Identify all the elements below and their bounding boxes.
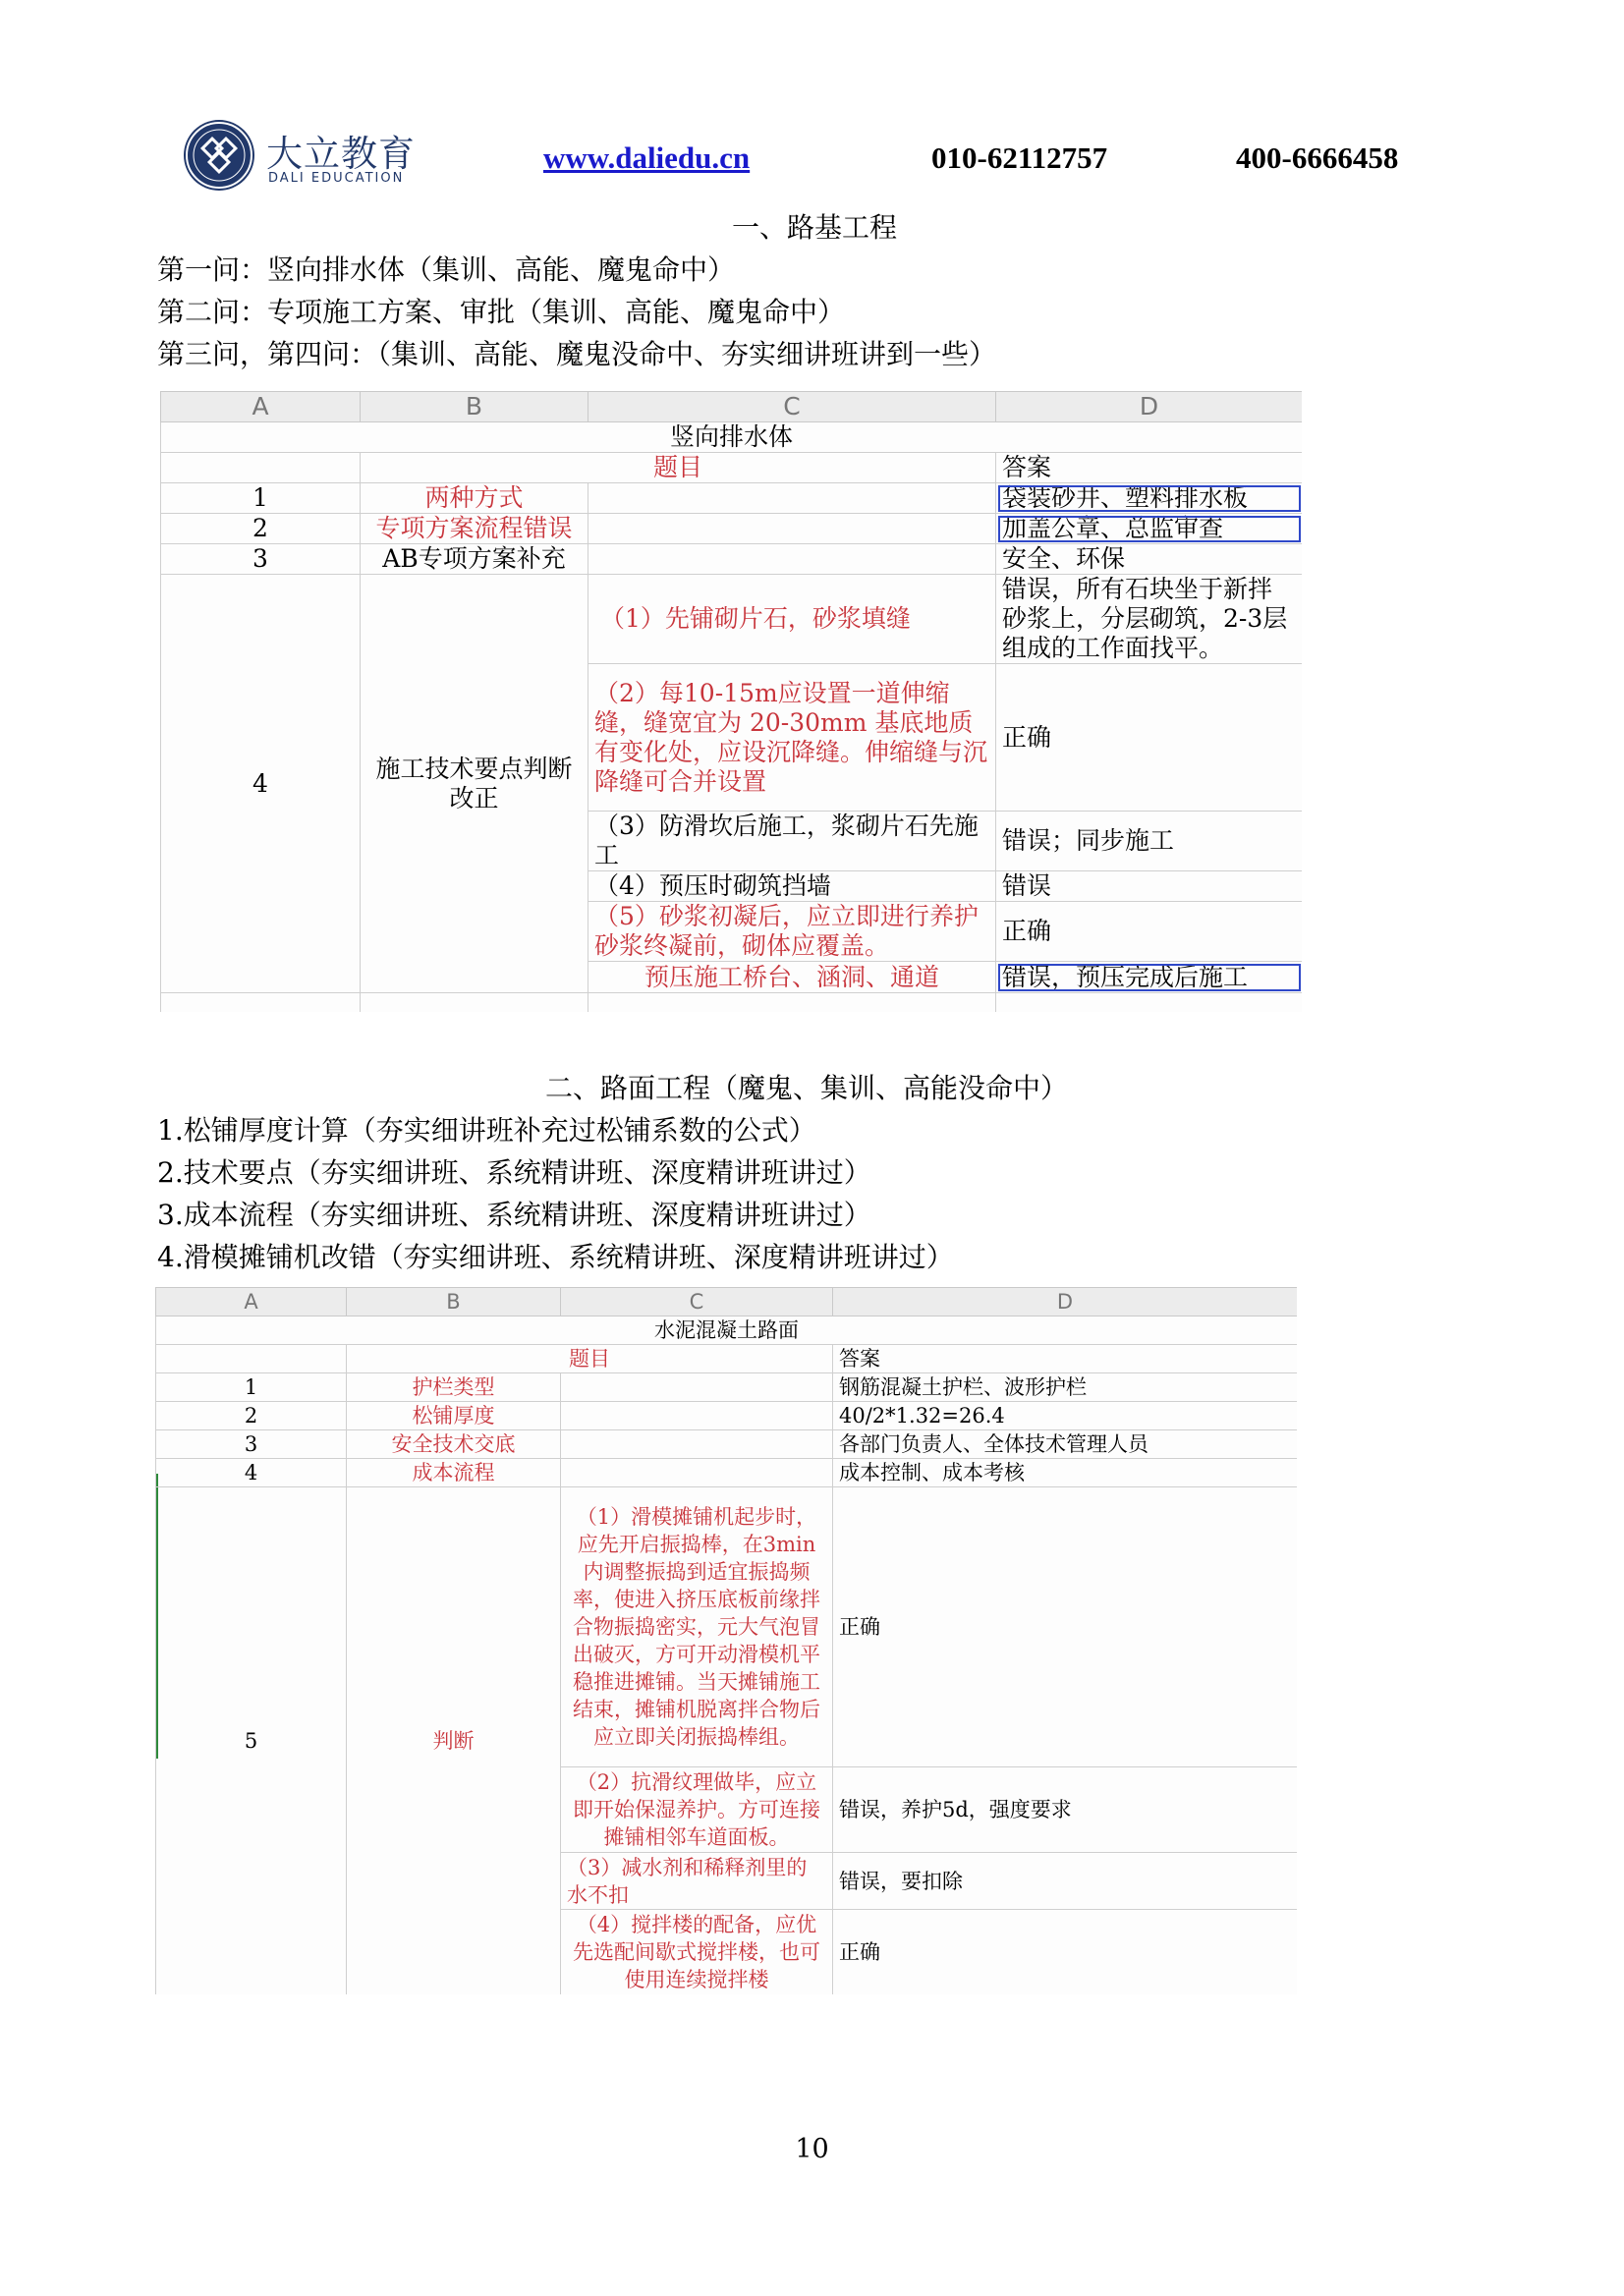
section2-line-3: 3.成本流程（夯实细讲班、系统精讲班、深度精讲班讲过） <box>157 1199 871 1231</box>
section1-line-2: 第二问：专项施工方案、审批（集训、高能、魔鬼命中） <box>157 296 846 328</box>
row-question: 松铺厚度 <box>347 1402 561 1430</box>
statement-cell: （4）搅拌楼的配备，应优先选配间歇式搅拌楼，也可使用连续搅拌楼 <box>561 1910 833 1995</box>
row-question: 两种方式 <box>361 483 588 514</box>
table-head-question: 题目 <box>361 453 996 483</box>
row-answer: 40/2*1.32=26.4 <box>833 1402 1298 1430</box>
section1-line-3: 第三问，第四问：（集训、高能、魔鬼没命中、夯实细讲班讲到一些） <box>157 338 997 370</box>
statement-cell: （4）预压时砌筑挡墙 <box>588 871 996 902</box>
phone-2: 400-6666458 <box>1236 140 1399 175</box>
table-row <box>161 514 1303 544</box>
phone-1: 010-62112757 <box>931 140 1108 175</box>
row-no: 4 <box>161 575 361 993</box>
row-answer: 安全、环保 <box>996 544 1303 575</box>
statement-cell: 预压施工桥台、涵洞、通道 <box>588 962 996 993</box>
logo-cn-text: 大立教育 <box>266 133 416 175</box>
logo-en-text: DALI EDUCATION <box>268 171 405 186</box>
answer-cell: 错误，预压完成后施工 <box>996 962 1303 993</box>
answer-cell: 错误；同步施工 <box>996 812 1303 871</box>
table-row <box>156 1402 1298 1430</box>
row-no: 5 <box>156 1487 347 1995</box>
statement-cell: （2）抗滑纹理做毕，应立即开始保湿养护。方可连接摊铺相邻车道面板。 <box>561 1767 833 1853</box>
section1-line-1: 第一问：竖向排水体（集训、高能、魔鬼命中） <box>157 253 736 286</box>
col-header-c: C <box>561 1288 833 1316</box>
table-head-answer: 答案 <box>833 1345 1298 1373</box>
statement-cell: （3）减水剂和稀释剂里的水不扣 <box>561 1853 833 1910</box>
row-answer: 成本控制、成本考核 <box>833 1459 1298 1487</box>
answer-cell: 错误，所有石块坐于新拌砂浆上，分层砌筑，2-3层组成的工作面找平。 <box>996 575 1303 664</box>
row-question: 施工技术要点判断改正 <box>361 575 588 993</box>
col-header-d: D <box>996 392 1303 422</box>
row-question: 成本流程 <box>347 1459 561 1487</box>
answer-cell: 正确 <box>833 1910 1298 1995</box>
row-answer: 袋装砂井、塑料排水板 <box>996 483 1303 514</box>
col-header-a: A <box>156 1288 347 1316</box>
row-answer: 加盖公章、总监审查 <box>996 514 1303 544</box>
table-row <box>156 1487 1298 1767</box>
row-question: 判断 <box>347 1487 561 1995</box>
answer-cell: 正确 <box>833 1487 1298 1767</box>
logo <box>184 120 429 195</box>
spreadsheet-roadbed <box>160 391 1302 1012</box>
table-row <box>161 544 1303 575</box>
col-header-c: C <box>588 392 996 422</box>
section2-line-1: 1.松铺厚度计算（夯实细讲班补充过松铺系数的公式） <box>157 1114 816 1147</box>
answer-cell: 错误，养护5d，强度要求 <box>833 1767 1298 1853</box>
answer-cell: 正确 <box>996 664 1303 812</box>
table-row <box>156 1459 1298 1487</box>
section2-line-4: 4.滑模摊铺机改错（夯实细讲班、系统精讲班、深度精讲班讲过） <box>157 1241 954 1273</box>
statement-cell: （2）每10-15m应设置一道伸缩缝，缝宽宜为 20-30mm 基底地质有变化处，应设沉降缝。伸缩缝与沉降缝可合并设置 <box>588 664 996 812</box>
section2-title: 二、路面工程（魔鬼、集训、高能没命中） <box>545 1072 1069 1104</box>
answer-cell: 正确 <box>996 902 1303 962</box>
section2-line-2: 2.技术要点（夯实细讲班、系统精讲班、深度精讲班讲过） <box>157 1156 871 1189</box>
section1-title: 一、路基工程 <box>732 211 898 244</box>
table-row <box>156 1430 1298 1459</box>
spreadsheet-pavement <box>155 1287 1297 1994</box>
table-title: 水泥混凝土路面 <box>156 1316 1298 1345</box>
row-question: 专项方案流程错误 <box>361 514 588 544</box>
col-header-b: B <box>347 1288 561 1316</box>
answer-cell: 错误 <box>996 871 1303 902</box>
statement-cell: （5）砂浆初凝后，应立即进行养护砂浆终凝前，砌体应覆盖。 <box>588 902 996 962</box>
row-no: 3 <box>156 1430 347 1459</box>
row-question: AB专项方案补充 <box>361 544 588 575</box>
table-title: 竖向排水体 <box>161 422 1303 453</box>
col-header-d: D <box>833 1288 1298 1316</box>
table-row <box>156 1373 1298 1402</box>
row-answer: 钢筋混凝土护栏、波形护栏 <box>833 1373 1298 1402</box>
statement-cell: （3）防滑坎后施工，浆砌片石先施工 <box>588 812 996 871</box>
row-no: 2 <box>156 1402 347 1430</box>
row-no: 2 <box>161 514 361 544</box>
answer-cell: 错误，要扣除 <box>833 1853 1298 1910</box>
table-row <box>161 483 1303 514</box>
col-header-b: B <box>361 392 588 422</box>
row-no: 4 <box>156 1459 347 1487</box>
row-question: 护栏类型 <box>347 1373 561 1402</box>
statement-cell: （1）先铺砌片石，砂浆填缝 <box>588 575 996 664</box>
logo-emblem-icon <box>184 120 254 191</box>
table-head-answer: 答案 <box>996 453 1303 483</box>
statement-cell: （1）滑模摊铺机起步时，应先开启振捣棒，在3min 内调整振捣到适宜振捣频率，使进入挤压底板前缘拌合物振捣密实，元大气泡冒出破灭，方可开动滑模机平稳推进摊铺。当天摊铺施工结束，摊铺机脱离拌合物后应立即关闭振捣棒组。 <box>561 1487 833 1767</box>
col-header-a: A <box>161 392 361 422</box>
row-no: 3 <box>161 544 361 575</box>
row-answer: 各部门负责人、全体技术管理人员 <box>833 1430 1298 1459</box>
row-no: 1 <box>161 483 361 514</box>
row-question: 安全技术交底 <box>347 1430 561 1459</box>
table-row <box>161 575 1303 664</box>
website-link[interactable]: www.daliedu.cn <box>543 140 751 175</box>
row-no: 1 <box>156 1373 347 1402</box>
page-number: 10 <box>795 2134 829 2164</box>
table-head-question: 题目 <box>347 1345 833 1373</box>
